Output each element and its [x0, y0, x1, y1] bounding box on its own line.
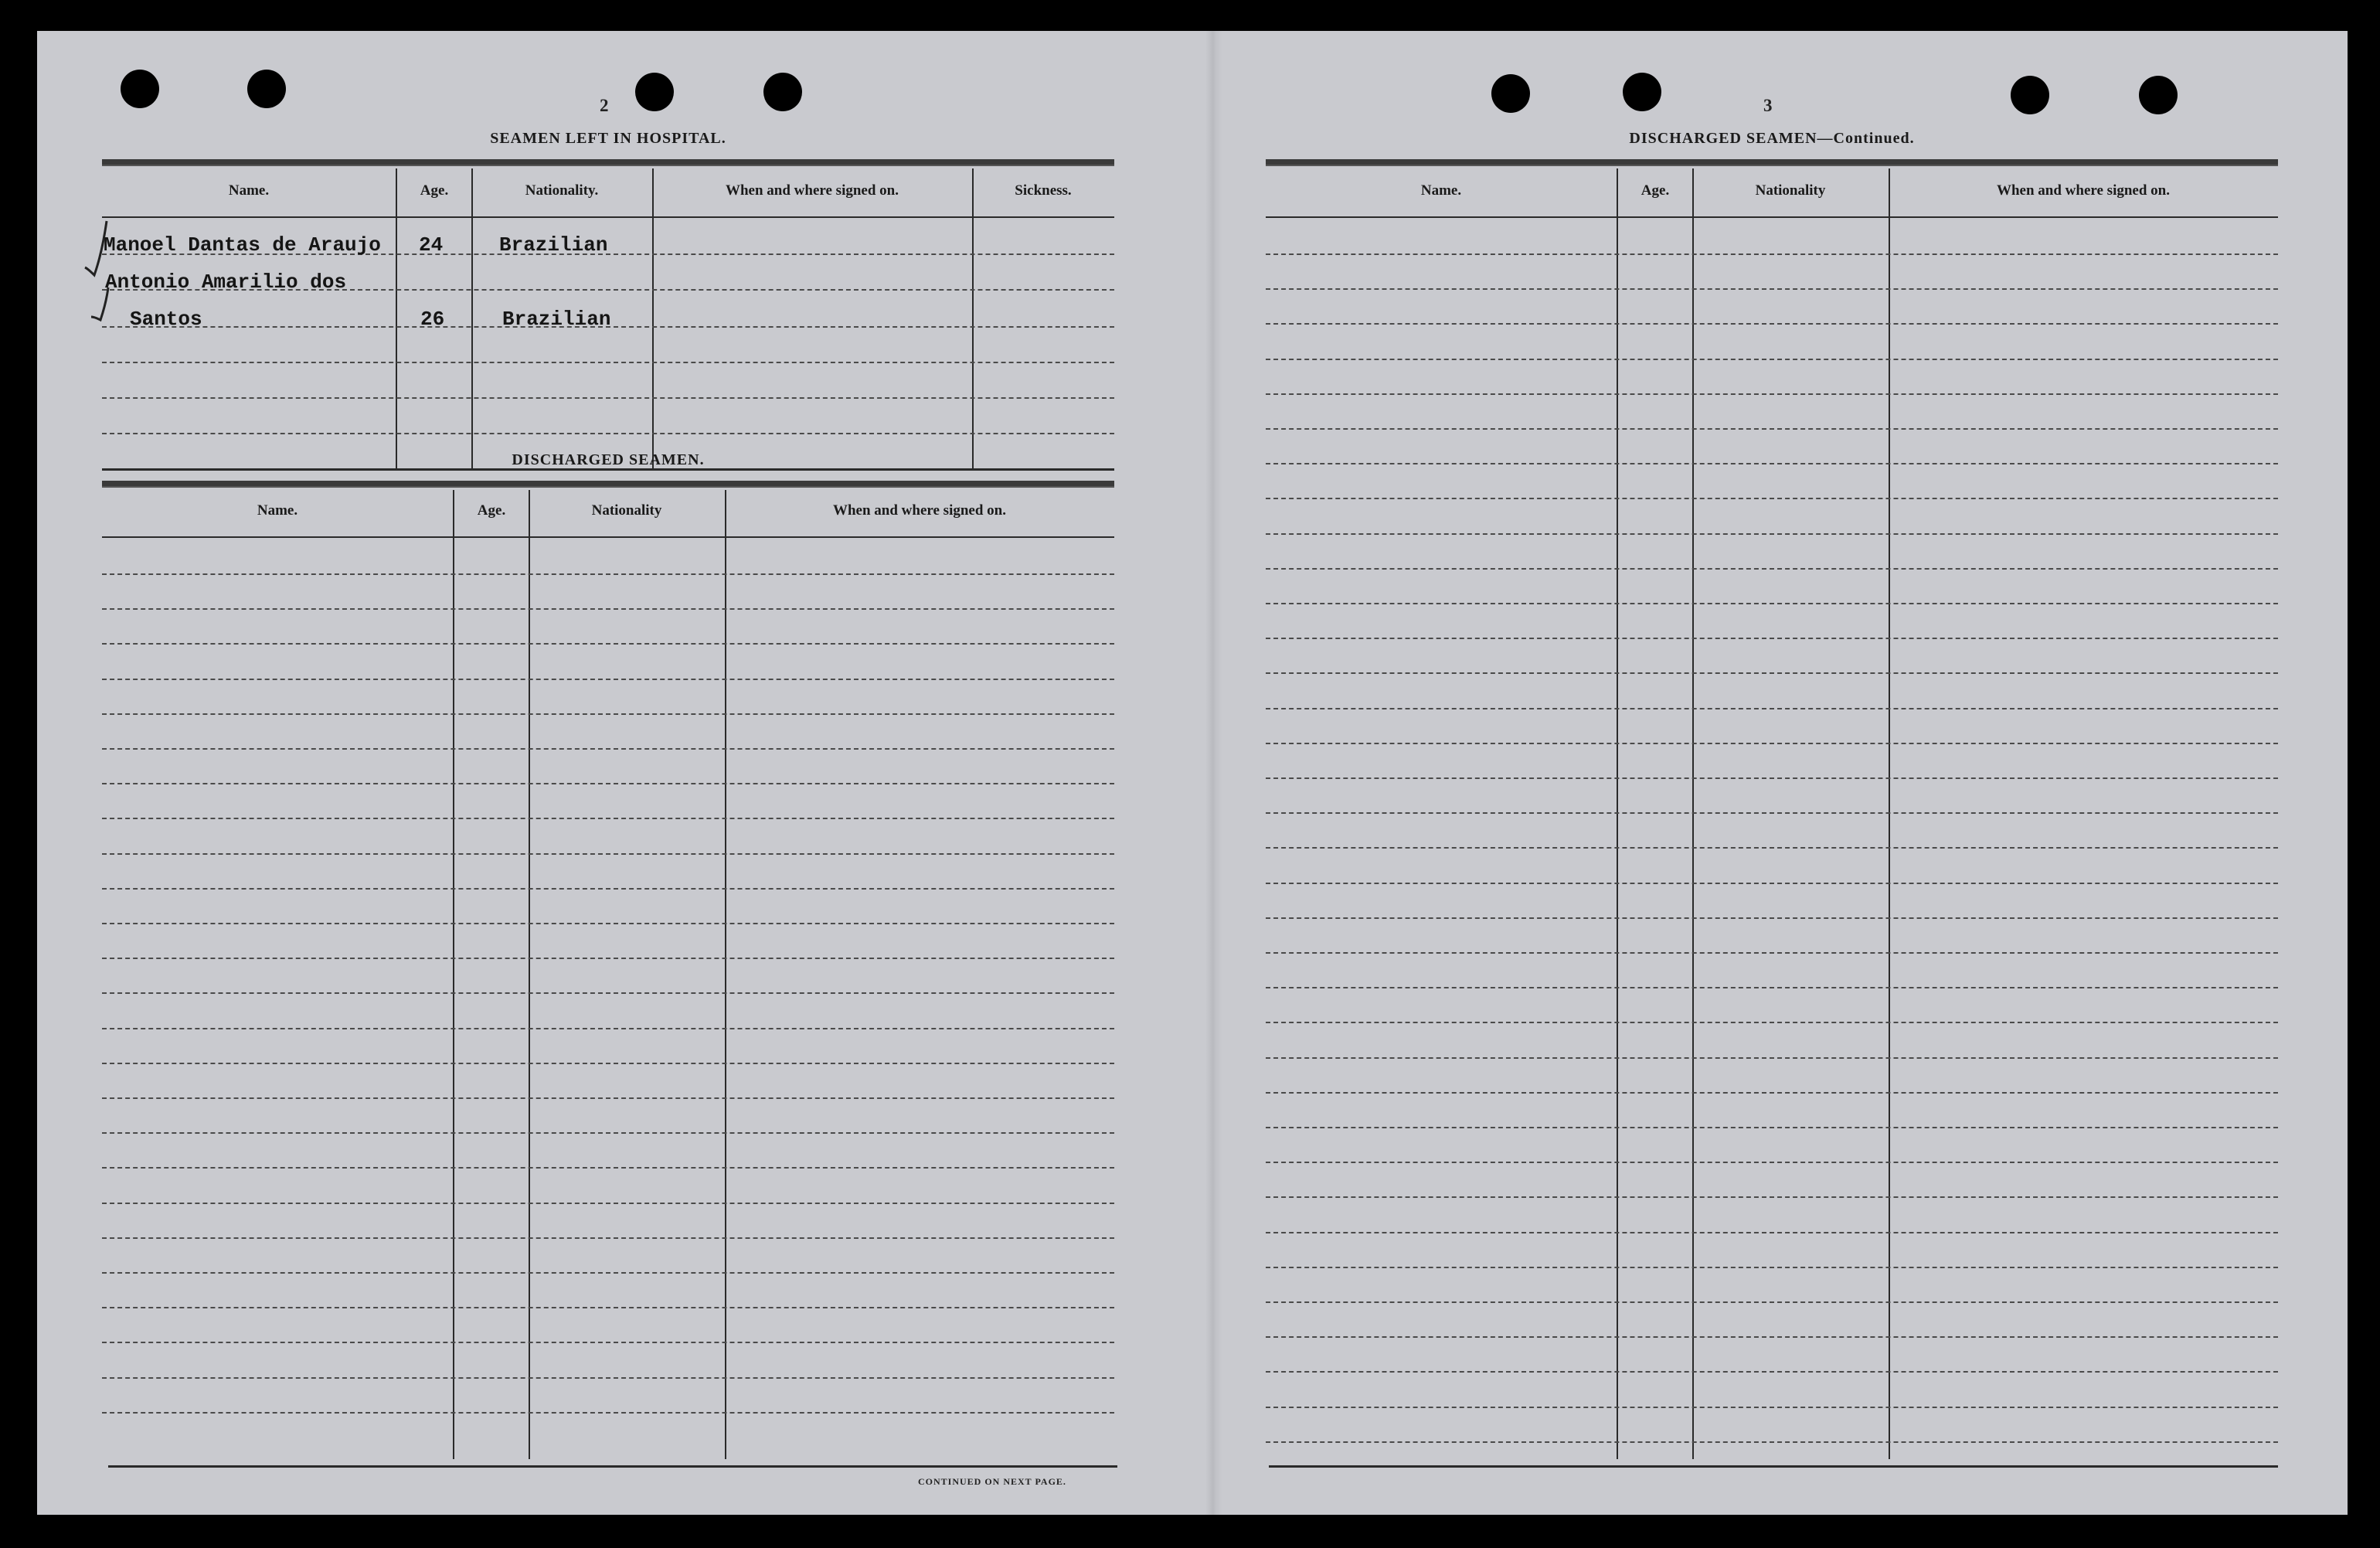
form-line: [102, 748, 1114, 750]
form-line: [1266, 463, 2278, 464]
form-line: [1266, 1336, 2278, 1338]
form-line: [1266, 1441, 2278, 1443]
discharged-header-rule: [102, 536, 1114, 538]
form-line: [102, 573, 1114, 575]
page-fold: [1205, 31, 1222, 1515]
form-line: [1266, 1407, 2278, 1408]
form-line: [1266, 883, 2278, 884]
form-line: [102, 958, 1114, 959]
form-line: [1266, 1301, 2278, 1303]
page-number: 2: [600, 96, 609, 115]
discharged-continued-top-rule: [1266, 159, 2278, 166]
form-line: [1266, 708, 2278, 709]
seaman-nationality: Brazilian: [499, 233, 608, 257]
form-line: [102, 992, 1114, 994]
form-line: [1266, 1022, 2278, 1023]
form-line: [1266, 603, 2278, 604]
form-line: [1266, 917, 2278, 919]
form-line: [102, 783, 1114, 784]
form-line: [102, 679, 1114, 680]
right-page: [1266, 31, 2317, 1499]
document-sheet: [37, 31, 2348, 1515]
form-line: [1266, 533, 2278, 535]
col-header-age: Age.: [1640, 182, 1670, 199]
form-line: [1266, 812, 2278, 814]
col-header-nationality: Nationality: [591, 502, 662, 519]
hospital-header-rule: [102, 216, 1114, 218]
form-line: [102, 853, 1114, 855]
col-header-sickness: Sickness.: [1015, 182, 1072, 199]
hospital-top-rule: [102, 159, 1114, 166]
form-line: [1266, 987, 2278, 988]
page-number: 3: [1763, 96, 1773, 115]
seaman-name: Manoel Dantas de Araujo: [104, 233, 381, 257]
form-line: [1266, 638, 2278, 639]
form-line: [1266, 323, 2278, 325]
form-line: [1266, 253, 2278, 255]
left-page: [102, 31, 1153, 1499]
seaman-nationality: Brazilian: [502, 308, 611, 331]
form-line: [102, 362, 1114, 363]
form-line: [102, 888, 1114, 890]
form-line: [1266, 428, 2278, 430]
form-line: [102, 397, 1114, 399]
col-divider: [529, 490, 530, 1459]
form-line: [1266, 1267, 2278, 1268]
col-header-signed-on: When and where signed on.: [725, 182, 899, 199]
form-line: [102, 1203, 1114, 1204]
form-line: [102, 923, 1114, 924]
form-line: [1266, 1196, 2278, 1198]
form-line: [1266, 847, 2278, 849]
form-line: [102, 1307, 1114, 1308]
col-header-age: Age.: [420, 182, 449, 199]
form-line: [102, 1237, 1114, 1239]
form-line: [102, 713, 1114, 715]
form-line: [1266, 1162, 2278, 1163]
seaman-name: Antonio Amarilio dos: [105, 270, 347, 294]
form-line: [102, 643, 1114, 645]
form-line: [1266, 1232, 2278, 1233]
col-divider: [972, 168, 974, 468]
form-line: [1266, 393, 2278, 395]
form-line: [1266, 498, 2278, 499]
seaman-age: 26: [420, 308, 445, 331]
form-line: [102, 1132, 1114, 1134]
form-line: [1266, 1371, 2278, 1373]
hospital-section-title: SEAMEN LEFT IN HOSPITAL.: [490, 130, 726, 147]
seaman-age: 24: [419, 233, 444, 257]
form-line: [1266, 1092, 2278, 1094]
form-line: [1266, 288, 2278, 290]
discharged-bottom-rule: [108, 1465, 1117, 1468]
col-header-signed-on: When and where signed on.: [1996, 182, 2170, 199]
form-line: [102, 608, 1114, 610]
form-line: [102, 1272, 1114, 1274]
form-line: [1266, 743, 2278, 744]
seaman-name-continued: Santos: [130, 308, 202, 331]
form-line: [102, 1028, 1114, 1029]
col-divider: [453, 490, 454, 1459]
form-line: [102, 1167, 1114, 1169]
discharged-top-rule: [102, 481, 1114, 488]
col-header-name: Name.: [228, 182, 270, 199]
col-header-name: Name.: [1420, 182, 1462, 199]
form-line: [1266, 777, 2278, 779]
form-line: [102, 1412, 1114, 1414]
form-line: [102, 1097, 1114, 1099]
form-line: [102, 1063, 1114, 1064]
discharged-section-title: DISCHARGED SEAMEN.: [512, 451, 705, 468]
col-header-signed-on: When and where signed on.: [832, 502, 1006, 519]
col-header-nationality: Nationality: [1755, 182, 1826, 199]
form-line: [102, 1342, 1114, 1343]
form-line: [1266, 1127, 2278, 1128]
discharged-continued-title: DISCHARGED SEAMEN—Continued.: [1629, 130, 1915, 147]
form-line: [102, 818, 1114, 819]
form-line: [1266, 568, 2278, 570]
col-divider: [725, 490, 726, 1459]
discharged-continued-header-rule: [1266, 216, 2278, 218]
form-line: [1266, 952, 2278, 954]
discharged-continued-bottom-rule: [1269, 1465, 2278, 1468]
col-divider: [471, 168, 473, 468]
form-line: [1266, 359, 2278, 360]
col-divider: [396, 168, 397, 468]
form-line: [1266, 672, 2278, 674]
col-header-age: Age.: [477, 502, 506, 519]
form-line: [1266, 1057, 2278, 1059]
continued-note: CONTINUED ON NEXT PAGE.: [918, 1476, 1066, 1487]
col-header-name: Name.: [257, 502, 298, 519]
form-line: [102, 433, 1114, 434]
col-divider: [652, 168, 654, 468]
form-line: [102, 1377, 1114, 1379]
col-header-nationality: Nationality.: [525, 182, 599, 199]
